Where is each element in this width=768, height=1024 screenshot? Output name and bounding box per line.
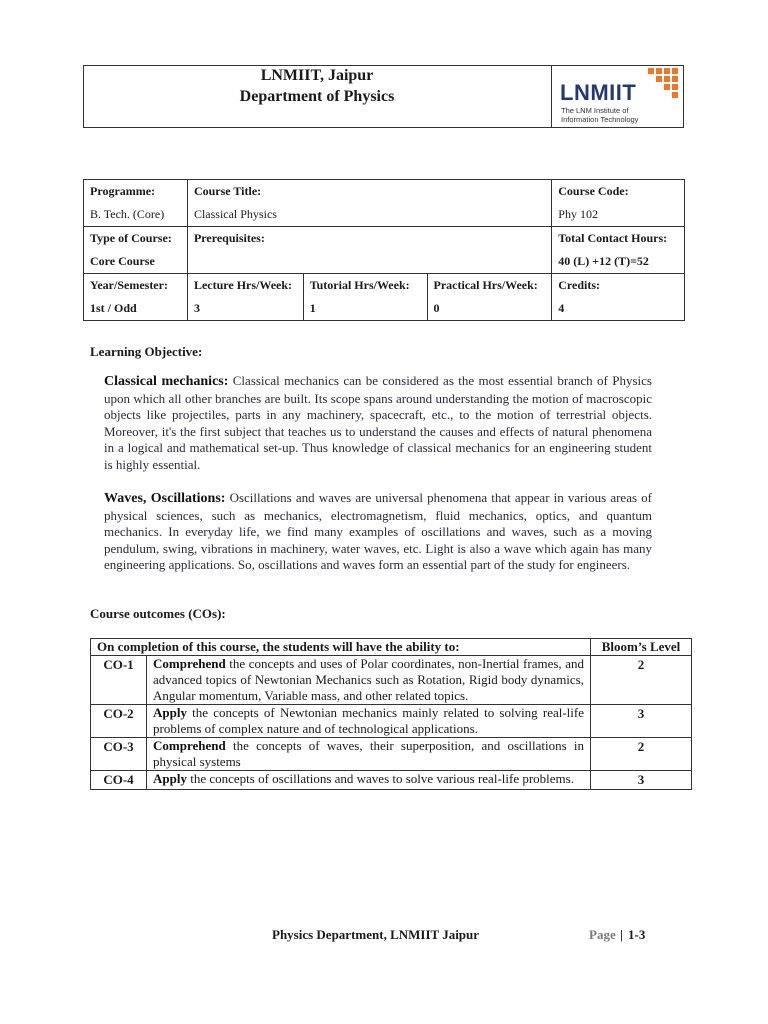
practical-hours-value: 0	[433, 301, 440, 315]
co-level: 3	[591, 771, 692, 790]
course-type-value: Core Course	[90, 254, 155, 268]
co-verb: Comprehend	[153, 738, 226, 753]
learning-objective-heading: Learning Objective:	[90, 344, 203, 359]
table-row	[91, 656, 692, 705]
co-level: 2	[591, 738, 692, 771]
course-title-cell	[187, 180, 551, 227]
logo-wordmark: LNMIIT	[560, 80, 637, 105]
co-code: CO-3	[91, 738, 147, 771]
year-semester-label: Year/Semester:	[90, 278, 168, 292]
course-code-label: Course Code:	[558, 184, 629, 198]
credits-label: Credits:	[558, 278, 601, 292]
course-title-label: Course Title:	[193, 184, 262, 198]
department-name: Department of Physics	[239, 88, 395, 105]
page-label: Page	[589, 927, 616, 942]
course-outcomes-heading: Course outcomes (COs):	[90, 606, 226, 621]
footer-department: Physics Department, LNMIIT Jaipur	[272, 927, 480, 942]
co-description	[147, 705, 591, 738]
practical-cell	[427, 274, 552, 321]
waves-oscillations-paragraph	[104, 490, 652, 574]
course-type-label: Type of Course:	[90, 231, 172, 245]
course-code-value: Phy 102	[558, 207, 598, 221]
classical-mechanics-title: Classical mechanics:	[104, 374, 229, 389]
lecture-hours-label: Lecture Hrs/Week:	[193, 278, 293, 292]
header-divider	[551, 65, 552, 128]
contact-hours-cell	[552, 227, 685, 274]
classical-mechanics-body: Classical mechanics can be considered as the most essential branch of Physics upon which all other branches are built. Its scope spans around understanding the motion of macroscopic objects like projectiles, parts in any machinery, spacecraft, etc., to the motion of terrestrial objects. Moreover, it's the first subject that teaches us to understand the causes and effects of natural phenomena in a logical and mathematical set-up. Thus knowledge of classical mechanics for an engineering student is highly essential.	[104, 373, 652, 472]
credits-value: 4	[558, 301, 565, 315]
waves-oscillations-title: Waves, Oscillations:	[104, 491, 226, 506]
tutorial-hours-value: 1	[309, 301, 316, 315]
course-title-value: Classical Physics	[193, 207, 277, 221]
co-level: 3	[591, 705, 692, 738]
programme-value: B. Tech. (Core)	[90, 207, 165, 221]
co-header-row	[91, 639, 692, 656]
blooms-level-header: Bloom’s Level	[591, 639, 692, 656]
co-description-header: On completion of this course, the students will have the ability to:	[91, 639, 591, 656]
co-level: 2	[591, 656, 692, 705]
co-text: the concepts of Newtonian mechanics mainly related to solving real-life problems of complex nature and of technological applications.	[153, 705, 585, 736]
co-description	[147, 656, 591, 705]
page-separator: |	[620, 927, 623, 942]
logo-grid-icon	[648, 68, 678, 98]
course-code-cell	[552, 180, 685, 227]
lecture-cell	[187, 274, 303, 321]
co-description	[147, 771, 591, 790]
course-info-table	[83, 179, 685, 321]
programme-cell	[84, 180, 188, 227]
practical-hours-label: Practical Hrs/Week:	[433, 278, 538, 292]
institute-name: LNMIIT, Jaipur	[260, 67, 374, 84]
course-row-2	[84, 227, 685, 274]
co-text: the concepts of oscillations and waves to solve various real-life problems.	[190, 771, 574, 786]
course-outcomes-table	[90, 638, 692, 790]
contact-hours-value: 40 (L) +12 (T)=52	[558, 254, 649, 268]
co-verb: Comprehend	[153, 656, 226, 671]
co-code: CO-1	[91, 656, 147, 705]
co-code: CO-4	[91, 771, 147, 790]
co-code: CO-2	[91, 705, 147, 738]
co-verb: Apply	[153, 705, 187, 720]
type-cell	[84, 227, 188, 274]
classical-mechanics-paragraph	[104, 373, 652, 473]
table-row	[91, 771, 692, 790]
co-verb: Apply	[153, 771, 187, 786]
table-row	[91, 738, 692, 771]
co-text: the concepts of waves, their superposition, and oscillations in physical systems	[153, 738, 585, 769]
contact-hours-label: Total Contact Hours:	[558, 231, 668, 245]
programme-label: Programme:	[90, 184, 156, 198]
year-semester-value: 1st / Odd	[90, 301, 137, 315]
logo-tagline-1: The LNM Institute of	[561, 106, 629, 115]
tutorial-hours-label: Tutorial Hrs/Week:	[309, 278, 410, 292]
co-text: the concepts and uses of Polar coordinates, non-Inertial frames, and advanced topics of Newtonian Mechanics such as Rotation, Rigid body dynamics, Angular momentum, Variable mass, and other related topics.	[153, 656, 585, 703]
page-number: 1-3	[628, 927, 646, 942]
year-cell	[84, 274, 188, 321]
co-description	[147, 738, 591, 771]
credits-cell	[552, 274, 685, 321]
tutorial-cell	[303, 274, 427, 321]
prereq-cell	[187, 227, 551, 274]
table-row	[91, 705, 692, 738]
course-row-1	[84, 180, 685, 227]
course-row-3	[84, 274, 685, 321]
logo-tagline-2: Information Technology	[561, 115, 639, 124]
waves-oscillations-body: Oscillations and waves are universal phenomena that appear in various areas of physical sciences, such as mechanics, electromagnetism, fluid mechanics, optics, and quantum mechanics. In everyday life, we find many examples of oscillations and waves, such as a moving pendulum, swing, vibrations in machinery, water waves, etc. Light is also a wave which again has many engineering applications. So, oscillations and waves form an essential part of the study for engineers.	[104, 490, 652, 572]
lecture-hours-value: 3	[193, 301, 200, 315]
lnmiit-logo	[560, 68, 678, 126]
prerequisites-label: Prerequisites:	[193, 231, 265, 245]
